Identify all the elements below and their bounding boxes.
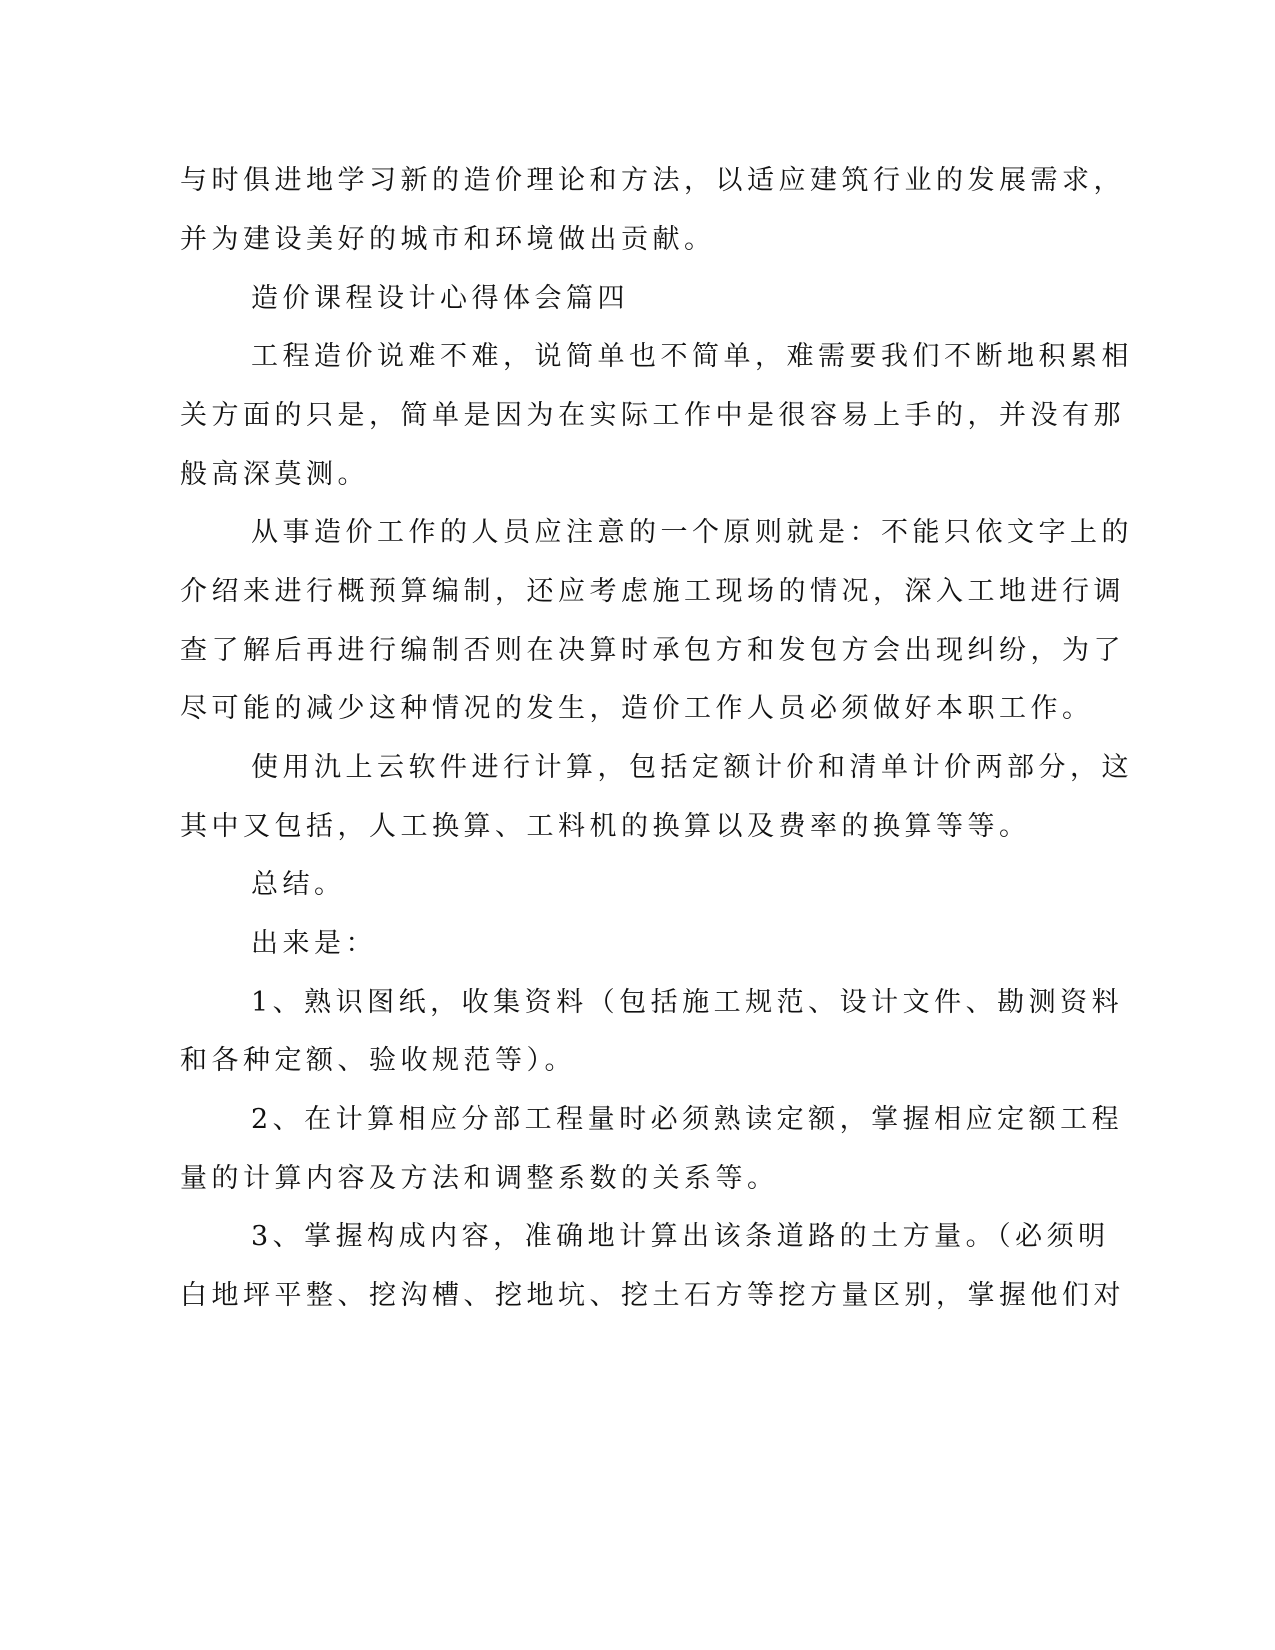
list-item-1: 1、熟识图纸，收集资料（包括施工规范、设计文件、勘测资料 [251, 987, 1124, 1018]
text-line: 并为建设美好的城市和环境做出贡献。 [180, 224, 716, 255]
text-line: 般高深莫测。 [180, 459, 369, 490]
list-item-2: 2、在计算相应分部工程量时必须熟读定额，掌握相应定额工程 [251, 1104, 1124, 1135]
text-line: 查了解后再进行编制否则在决算时承包方和发包方会出现纠纷，为了 [180, 635, 1125, 666]
text-line: 总结。 [251, 869, 346, 900]
text-line: 与时俱进地学习新的造价理论和方法，以适应建筑行业的发展需求， [180, 165, 1125, 196]
text-line: 关方面的只是，简单是因为在实际工作中是很容易上手的，并没有那 [180, 400, 1125, 431]
text-line: 使用氿上云软件进行计算，包括定额计价和清单计价两部分，这 [251, 752, 1133, 783]
text-line: 工程造价说难不难，说简单也不简单，难需要我们不断地积累相 [251, 341, 1133, 372]
text-line: 出来是： [251, 928, 377, 959]
text-line: 介绍来进行概预算编制，还应考虑施工现场的情况，深入工地进行调 [180, 576, 1125, 607]
text-line: 从事造价工作的人员应注意的一个原则就是：不能只依文字上的 [251, 517, 1133, 548]
text-line: 尽可能的减少这种情况的发生，造价工作人员必须做好本职工作。 [180, 693, 1094, 724]
text-line: 和各种定额、验收规范等）。 [180, 1045, 576, 1076]
text-line: 其中又包括，人工换算、工料机的换算以及费率的换算等等。 [180, 811, 1031, 842]
text-line: 白地坪平整、挖沟槽、挖地坑、挖土石方等挖方量区别，掌握他们对 [180, 1280, 1125, 1311]
section-heading: 造价课程设计心得体会篇四 [251, 283, 629, 314]
text-line: 量的计算内容及方法和调整系数的关系等。 [180, 1163, 779, 1194]
list-item-3: 3、掌握构成内容，准确地计算出该条道路的土方量。（必须明 [251, 1221, 1110, 1252]
